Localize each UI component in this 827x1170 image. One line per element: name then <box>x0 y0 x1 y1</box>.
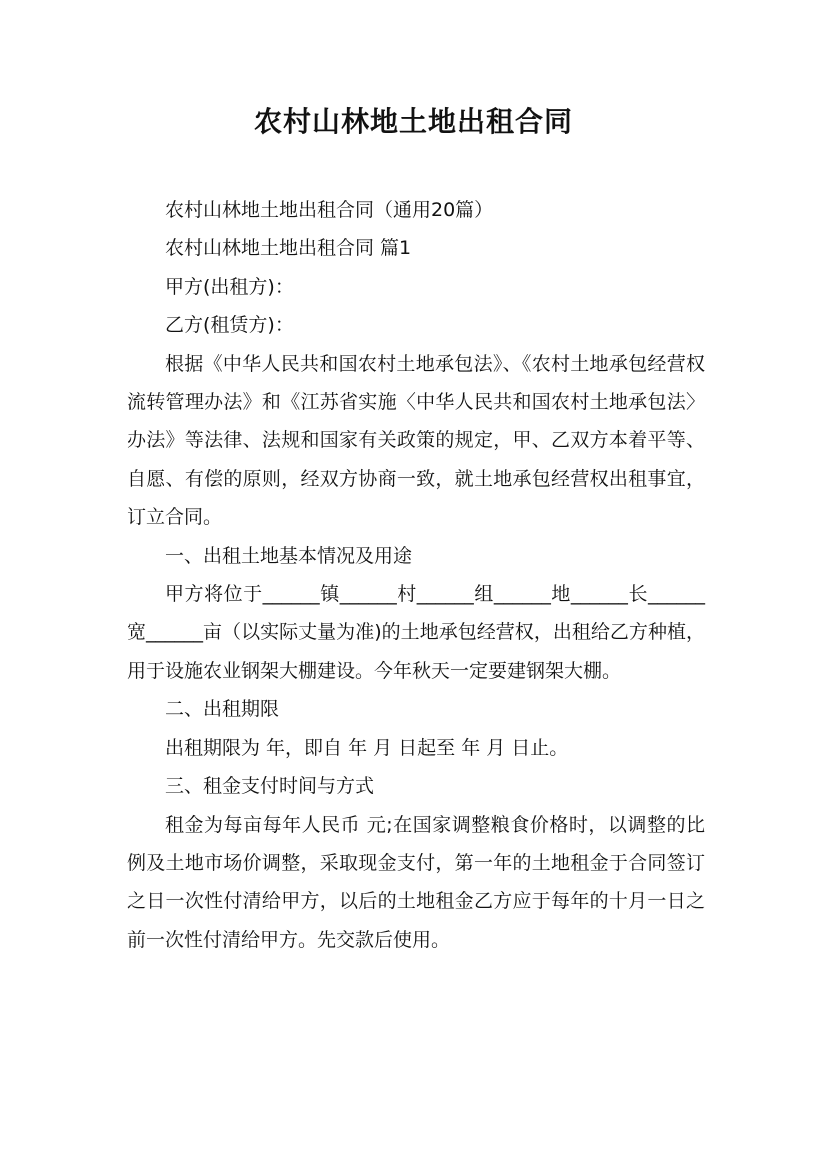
paragraph-clause-heading: 二、出租期限 <box>165 698 280 721</box>
paragraph-party-a: 甲方(出租方)： <box>165 275 294 298</box>
paragraph-clause-body: 出租期限为 年，即自 年 月 日起至 年 月 日止。 <box>165 736 569 759</box>
paragraph-clause-body: 甲方将位于______镇______村______组______地______长______宽______亩（以实际丈量为准)的土地承包经营权，出租给乙方种植，用于设施农业钢架大棚建设。今年秋天一定要建钢架大棚。 <box>127 583 705 682</box>
paragraph-party-b: 乙方(租赁方)： <box>165 314 294 337</box>
paragraph-preamble: 根据《中华人民共和国农村土地承包法》、《农村土地承包经营权流转管理办法》和《江苏省实施〈中华人民共和国农村土地承包法〉办法》等法律、法规和国家有关政策的规定，甲、乙双方本着平等、自愿、有偿的原则，经双方协商一致，就土地承包经营权出租事宜，订立合同。 <box>127 352 705 529</box>
paragraph-clause-heading: 一、出租土地基本情况及用途 <box>165 544 413 567</box>
paragraph-clause-heading: 三、租金支付时间与方式 <box>165 775 375 798</box>
paragraph-section-label: 农村山林地土地出租合同 篇1 <box>165 237 412 260</box>
paragraph-heading: 农村山林地土地出租合同（通用20篇） <box>165 199 494 221</box>
paragraph-clause-body: 租金为每亩每年人民币 元;在国家调整粮食价格时，以调整的比例及土地市场价调整，采取现金支付，第一年的土地租金于合同签订之日一次性付清给甲方，以后的土地租金乙方应于每年的十月一日之前一次性付清给甲方。先交款后使用。 <box>127 813 705 951</box>
document-body <box>127 191 705 959</box>
document-title: 农村山林地土地出租合同 <box>253 105 573 138</box>
